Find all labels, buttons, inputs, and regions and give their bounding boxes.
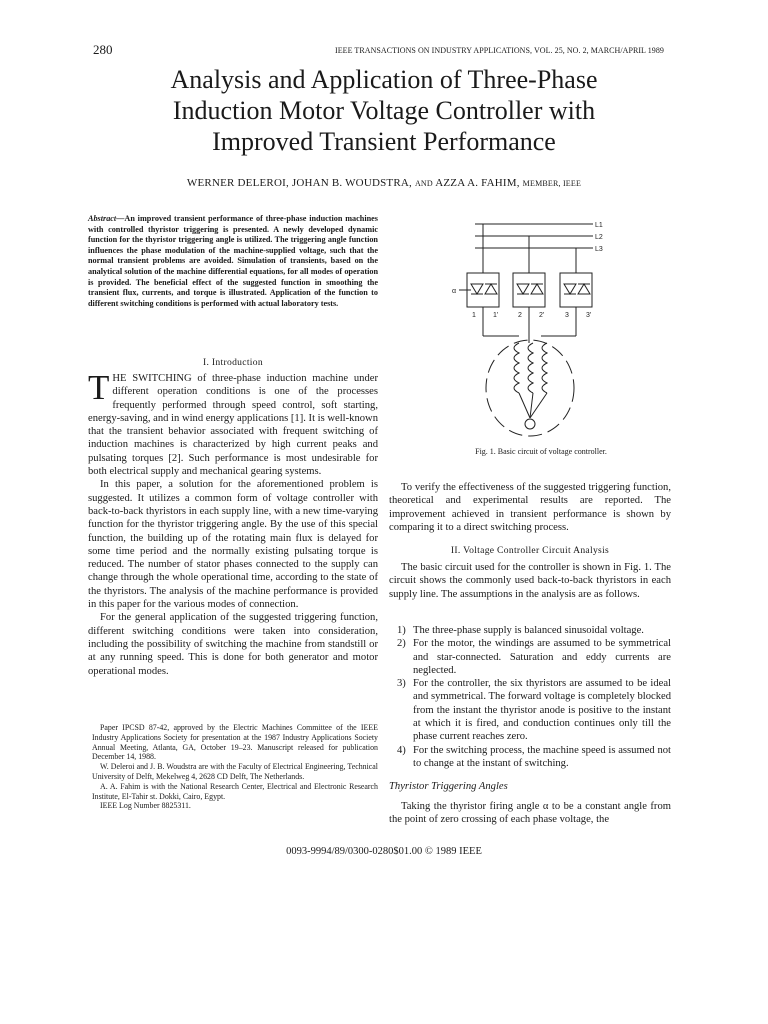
terminal-label: 1' [493, 312, 499, 319]
list-item [389, 744, 671, 771]
author-line [100, 177, 668, 189]
subsection-body [389, 800, 671, 827]
thyristor-pair-2 [513, 273, 545, 307]
line-label: L3 [595, 246, 603, 253]
list-item [389, 637, 671, 677]
figure-caption: Fig. 1. Basic circuit of voltage controller. [475, 447, 607, 456]
footnote: W. Deleroi and J. B. Woudstra are with the Faculty of Electrical Engineering, Technical University of Delft, Mekelweg 4, 2628 CD Delft, The Netherlands. [92, 762, 378, 781]
list-item-number: 4) [397, 744, 406, 756]
intro-paragraph: In this paper, a solution for the aforementioned problem is suggested. It utilizes a common form of voltage controller with back-to-back thyristors in each supply line, with a new time-varying function for the thyristor triggering angle. By the use of this special function, the building up of the rotating main flux is delayed for some time period and the normally existing pulsating torque is reduced. The number of stator phases connected to the supply can change through the whole operational time, according to the state of the thyristors. The analysis of the machine performance is provided in this paper for the various modes of connection. [88, 479, 378, 611]
list-item-text: For the controller, the six thyristors are assumed to be ideal and symmetrical. The forward voltage is completely blocked from the instant the thyristor anode is positive to the instant at which it is fired, and conduction continues only till the phase current reaches zero. [413, 678, 671, 743]
intro-paragraph: For the general application of the suggested triggering function, different switching conditions were taken into consideration, including the possibility of switching the machine from standstill or at any running speed. This is done for both generator and motor operational modes. [88, 612, 378, 677]
author-conjunction: AND [414, 179, 433, 188]
list-item-number: 3) [397, 678, 406, 690]
copyright-line: 0093-9994/89/0300-0280$01.00 © 1989 IEEE [286, 846, 482, 857]
alpha-label: α [452, 288, 457, 295]
body-paragraph: The basic circuit used for the controller is shown in Fig. 1. The circuit shows the commonly used back-to-back thyristors in each supply line. The assumptions in the analysis are as follows. [389, 562, 671, 600]
circuit-diagram-figure [441, 218, 621, 446]
right-column-intro [389, 481, 671, 534]
list-item-number: 1) [397, 625, 406, 636]
footnote: A. A. Fahim is with the National Research Center, Electrical and Electronic Research Institute, El-Tahir st. Dokki, Cairo, Egypt. [92, 781, 378, 801]
abstract-text: An improved transient performance of three-phase induction machines with controlled thyristor triggering is presented. A newly developed dynamic function for the thyristor triggering angle is utilized. The triggering angle function influences the phase modulation of the machine-supplied voltage, such that the normal transient problems are avoided. Simulation of transients, based on the analytical solution of the machine differential equations, for all modes of operation is provided. The beneficial effect of the suggested function in smoothing the transient flux, currents, and torque is illustrated. Application of the function to different switching conditions is performed with actual laboratory tests. [88, 214, 378, 308]
line-label: L1 [595, 222, 603, 229]
running-head: IEEE TRANSACTIONS ON INDUSTRY APPLICATIONS, VOL. 25, NO. 2, MARCH/APRIL 1989 [335, 46, 664, 55]
list-item-text: For the motor, the windings are assumed to be symmetrical and star-connected. Saturation and eddy currents are neglected. [413, 638, 671, 676]
title-line: Improved Transient Performance [212, 127, 556, 156]
terminal-label: 2' [539, 312, 545, 319]
list-item-text: For the switching process, the machine speed is assumed not to change at the instant of switching. [413, 744, 671, 769]
list-item [389, 677, 671, 743]
body-paragraph: Taking the thyristor firing angle α to be a constant angle from the point of zero crossing of each phase voltage, the [389, 801, 671, 826]
terminal-label: 3' [586, 312, 592, 319]
list-item [389, 624, 671, 637]
author-names: WERNER DELEROI, JOHAN B. WOUDSTRA, [186, 177, 412, 189]
star-point [525, 419, 535, 429]
winding-3 [542, 343, 547, 393]
footnote: IEEE Log Number 8825311. [100, 801, 191, 811]
footnote: Paper IPCSD 87-42, approved by the Electric Machines Committee of the IEEE Industry Applications Society for presentation at the 1987 Industry Applications Society Annual Meeting, Atlanta, GA, October 19–23. Manuscript released for publication December 14, 1988. [92, 723, 378, 762]
body-paragraph: To verify the effectiveness of the suggested triggering function, theoretical and experimental results are reported. The improvement achieved in transient performance is shown by comparing it to a direct switching process. [389, 482, 671, 533]
intro-paragraph-text: HE SWITCHING of three-phase induction machine under different operation conditions is one of the processes frequently performed through speed control, soft starting, energy-saving, and in wind energy applications [1]. It is well-known that the transient behavior associated with frequent switching of induction machines is characterized by high current peaks and pulsating torques [2]. Such performance is most undesirable for both electrical supply and mechanical gearing systems. [88, 373, 378, 478]
list-item-text: The three-phase supply is balanced sinusoidal voltage. [413, 625, 644, 636]
title-line: Induction Motor Voltage Controller with [172, 96, 596, 125]
winding-2 [528, 343, 533, 393]
terminal-label: 1 [472, 312, 476, 319]
title-line: Analysis and Application of Three-Phase [170, 65, 598, 94]
subsection-heading: Thyristor Triggering Angles [389, 781, 508, 792]
abstract [88, 214, 378, 309]
abstract-lead: Abstract— [88, 214, 125, 223]
drop-cap: T [88, 368, 110, 407]
section2-body [389, 561, 671, 601]
paper-title [100, 64, 668, 157]
introduction-body [88, 368, 378, 678]
page-number: 280 [93, 42, 113, 57]
thyristor-pair-3 [560, 273, 592, 307]
footnotes [92, 723, 378, 811]
thyristor-pair-1 [467, 273, 499, 307]
terminal-label: 2 [518, 312, 522, 319]
author-last: AZZA A. FAHIM, [435, 177, 520, 189]
list-item-number: 2) [397, 638, 406, 650]
intro-paragraph [88, 368, 378, 478]
assumptions-list [389, 624, 671, 770]
section-heading-introduction: I. Introduction [203, 357, 263, 368]
section-heading-controller-analysis: II. Voltage Controller Circuit Analysis [450, 545, 610, 556]
winding-1 [514, 343, 519, 393]
line-label: L2 [595, 234, 603, 241]
author-membership: MEMBER, IEEE [522, 179, 582, 188]
terminal-label: 3 [565, 312, 569, 319]
